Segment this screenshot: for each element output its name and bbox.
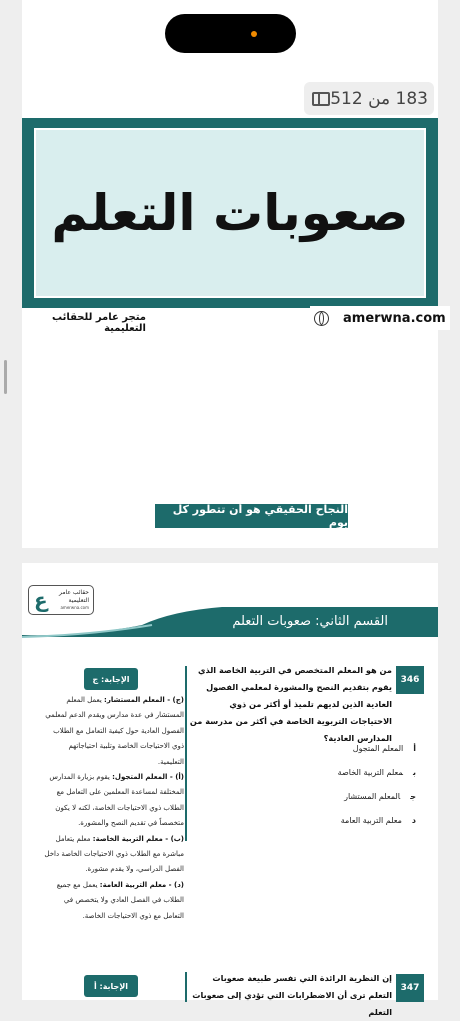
- question-text: من هو المعلم المتخصص في التربية الخاصة الذي يقوم بتقديم النصح والمشورة لمعلمي الفصول العادية الذين لديهم تلميذ أو أكثر من ذوي الاحتياجات التربوية الخاصة في أكثر من مدرسة من المدارس العادية؟: [189, 665, 392, 743]
- option-b[interactable]: [338, 768, 416, 777]
- option-letter: ج: [410, 792, 416, 801]
- cover-title-box: [34, 128, 426, 298]
- explanation-body: يقوم بزيارة المدارس المختلفة لمساعدة المعلمين على التعامل مع الطلاب ذوي الاحتياجات الخاصة، لكنه لا يكون متخصصاً في تقديم النصح والمشورة.: [49, 773, 184, 828]
- option-letter: ب: [412, 768, 416, 777]
- cover-title: صعوبات التعلم: [51, 184, 409, 242]
- explanation-head: (ج) - المعلم المستشار:: [104, 696, 184, 704]
- question-number: 347: [396, 974, 424, 1002]
- option-letter: أ: [413, 744, 416, 753]
- cover-frame: [22, 118, 438, 308]
- camera-notch: [165, 14, 296, 53]
- option-letter: د: [411, 816, 416, 825]
- logo-line3: amerwna.com: [60, 605, 89, 610]
- logo-line1: حقائب عامر: [59, 589, 89, 596]
- camera-indicator-dot: [251, 31, 257, 37]
- option-text: المعلم المستشار: [344, 792, 401, 801]
- option-d[interactable]: [341, 816, 416, 825]
- scroll-indicator[interactable]: [4, 360, 7, 394]
- explanation-head: (د) - معلم التربية العامة:: [99, 880, 184, 889]
- slogan-text: النجاح الحقيقي هو أن تتطور كل يوم: [172, 503, 348, 529]
- brand-logo: [28, 585, 94, 615]
- page-counter[interactable]: [304, 82, 434, 115]
- store-name: متجر عامر للحقائب التعليمية: [52, 312, 146, 334]
- question-text: إن النظرية الرائدة التي تفسر طبيعة صعوبات التعلم ترى أن الاضطرابات التي تؤدي إلى صعوبات التعلم: [192, 973, 392, 1017]
- section-title: القسم الثاني: صعوبات التعلم: [232, 614, 388, 629]
- answer-explanation: [44, 693, 184, 924]
- answer-badge: الإجابة: أ: [84, 975, 138, 997]
- page-counter-text: 183 من 512: [330, 88, 428, 109]
- question-number: 346: [396, 666, 424, 694]
- logo-line2: التعليمية: [68, 597, 89, 604]
- site-url: amerwna.com: [343, 310, 446, 326]
- explanation-body: معلم يتعامل مباشرة مع الطلاب ذوي الاحتياجات الخاصة داخل الفصل الدراسي، ولا يقدم مشورة.: [44, 834, 184, 874]
- site-link[interactable]: [310, 306, 450, 330]
- option-text: معلم التربية العامة: [340, 816, 402, 825]
- answer-badge: الإجابة: ج: [84, 668, 138, 690]
- option-a[interactable]: [353, 744, 416, 753]
- slogan-banner: [155, 504, 348, 528]
- explanation-body: يعمل المعلم المستشار في عدة مدارس ويقدم الدعم لمعلمي الفصول العادية حول كيفية التعامل مع الطلاب ذوي الاحتياجات الخاصة وتلبية احتياجاتهم التعليمية.: [45, 696, 184, 766]
- page-layout-icon: [312, 92, 330, 106]
- explanation-body: يعمل مع جميع الطلاب في الفصل العادي ولا يتخصص في التعامل مع ذوي الاحتياجات الخاصة.: [56, 880, 184, 920]
- option-c[interactable]: [344, 792, 416, 801]
- logo-letter: ع: [34, 588, 48, 612]
- option-text: المعلم المتجول: [352, 744, 404, 753]
- globe-icon: [314, 311, 329, 326]
- option-text: معلم التربية الخاصة: [337, 768, 403, 777]
- explanation-head: (أ) - المعلم المتجول:: [112, 773, 184, 782]
- document-page-questions: [22, 563, 438, 1017]
- explanation-head: (ب) - معلم التربية الخاصة:: [92, 834, 184, 843]
